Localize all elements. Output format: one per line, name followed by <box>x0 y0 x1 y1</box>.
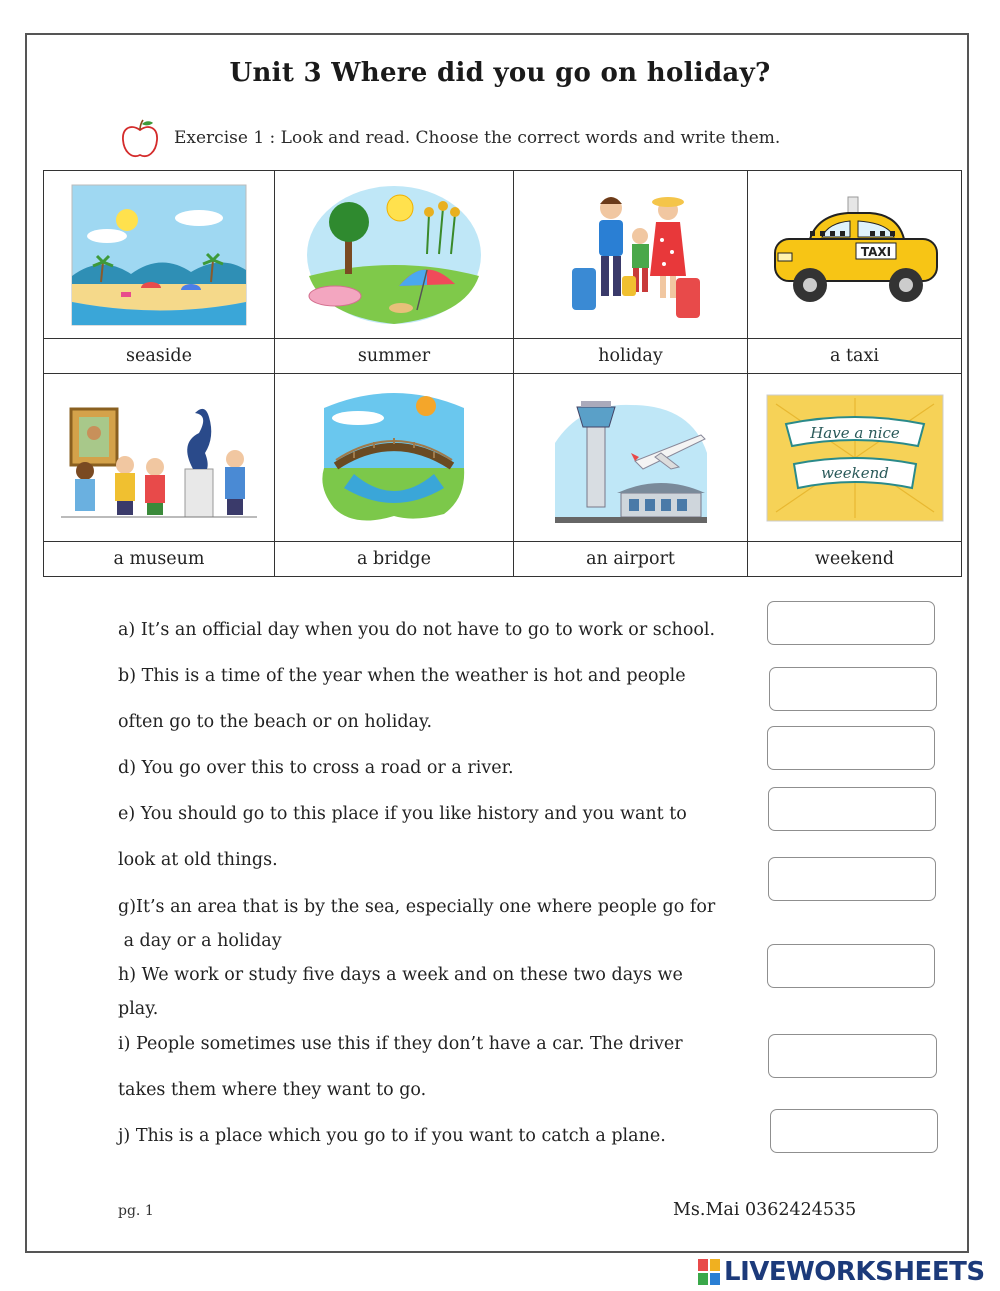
question-g-text-line2: a day or a holiday <box>118 931 282 951</box>
summer-cell <box>275 171 514 339</box>
answer-box-g[interactable] <box>768 857 936 901</box>
answer-box-j[interactable] <box>770 1109 938 1153</box>
liveworksheets-logo <box>698 1258 985 1286</box>
museum-cell <box>44 374 275 542</box>
picture-label-bridge: a bridge <box>275 542 514 577</box>
seaside-picture <box>71 184 247 326</box>
picture-label-airport: an airport <box>514 542 748 577</box>
exercise-instruction: Exercise 1 : Look and read. Choose the correct words and write them. <box>174 128 781 148</box>
summer-picture <box>305 184 483 326</box>
question-d-text: d) You go over this to cross a road or a river. <box>118 758 514 778</box>
picture-label-holiday: holiday <box>514 339 748 374</box>
airport-cell <box>514 374 748 542</box>
question-j-text: j) This is a place which you go to if you want to catch a plane. <box>118 1126 666 1146</box>
holiday-cell <box>514 171 748 339</box>
seaside-cell <box>44 171 275 339</box>
question-i-text-line1: i) People sometimes use this if they don’t have a car. The driver <box>118 1034 683 1054</box>
answer-box-i[interactable] <box>768 1034 937 1078</box>
question-b-text-line2: often go to the beach or on holiday. <box>118 712 433 732</box>
bridge-picture <box>314 388 474 528</box>
page-title: Unit 3 Where did you go on holiday? <box>229 58 771 88</box>
weekend-banner-picture <box>766 394 944 522</box>
question-e-text-line1: e) You should go to this place if you like history and you want to <box>118 804 687 824</box>
answer-box-h[interactable] <box>767 944 935 988</box>
question-h-text-line1: h) We work or study five days a week and on these two days we <box>118 965 683 985</box>
author-credit: Ms.Mai 0362424535 <box>673 1200 857 1220</box>
answer-box-b[interactable] <box>769 667 937 711</box>
question-b-text-line1: b) This is a time of the year when the weather is hot and people <box>118 666 686 686</box>
apple-icon <box>120 118 160 160</box>
picture-label-summer: summer <box>275 339 514 374</box>
picture-label-seaside: seaside <box>44 339 275 374</box>
question-a-text: a) It’s an official day when you do not have to go to work or school. <box>118 620 716 640</box>
question-h-text-line2: play. <box>118 999 159 1019</box>
weekend-banner-text-2: weekend <box>820 463 889 482</box>
answer-box-a[interactable] <box>767 601 935 645</box>
taxi-sign-text: TAXI <box>860 244 891 259</box>
taxi-cell <box>748 171 962 339</box>
airport-picture <box>551 383 711 533</box>
question-g-text-line1: g)It’s an area that is by the sea, especially one where people go for <box>118 897 716 917</box>
liveworksheets-brand-text: LIVEWORKSHEETS <box>724 1257 985 1287</box>
page-number: pg. 1 <box>118 1203 154 1219</box>
picture-label-taxi: a taxi <box>748 339 962 374</box>
taxi-picture <box>770 195 940 315</box>
answer-box-e[interactable] <box>768 787 936 831</box>
bridge-cell <box>275 374 514 542</box>
holiday-picture <box>556 180 706 330</box>
picture-label-museum: a museum <box>44 542 275 577</box>
question-i-text-line2: takes them where they want to go. <box>118 1080 427 1100</box>
answer-box-d[interactable] <box>767 726 935 770</box>
picture-grid <box>43 170 962 577</box>
weekend-cell <box>748 374 962 542</box>
museum-picture <box>59 393 259 523</box>
weekend-banner-text-1: Have a nice <box>809 423 900 442</box>
liveworksheets-logo-icon <box>698 1259 720 1285</box>
question-e-text-line2: look at old things. <box>118 850 278 870</box>
picture-label-weekend: weekend <box>748 542 962 577</box>
